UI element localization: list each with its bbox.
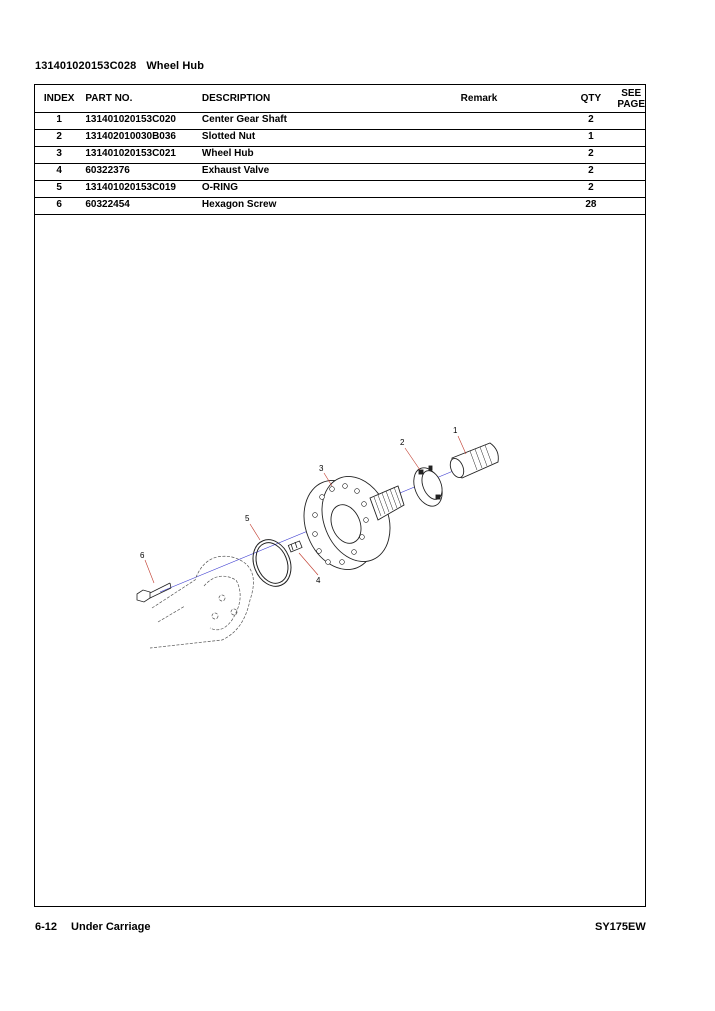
cell-description: Hexagon Screw bbox=[202, 198, 391, 215]
callout-1: 1 bbox=[453, 426, 458, 435]
callout-3: 3 bbox=[319, 464, 324, 473]
cell-index: 5 bbox=[35, 181, 83, 198]
cell-description: Center Gear Shaft bbox=[202, 113, 391, 130]
cell-description: O-RING bbox=[202, 181, 391, 198]
callout-5: 5 bbox=[245, 514, 250, 523]
model-name: SY175EW bbox=[595, 921, 646, 933]
assembly-name: Wheel Hub bbox=[146, 60, 205, 72]
cell-part-no: 131401020153C019 bbox=[83, 181, 202, 198]
axle-housing-outline bbox=[150, 556, 253, 648]
header-index: INDEX bbox=[35, 85, 83, 113]
assembly-part-number: 131401020153C028 bbox=[35, 60, 137, 72]
cell-index: 2 bbox=[35, 130, 83, 147]
cell-qty: 2 bbox=[564, 164, 617, 181]
cell-qty: 2 bbox=[564, 113, 617, 130]
center-gear-shaft-part bbox=[448, 443, 499, 480]
cell-description: Wheel Hub bbox=[202, 147, 391, 164]
callout-4: 4 bbox=[316, 576, 321, 585]
cell-description: Exhaust Valve bbox=[202, 164, 391, 181]
cell-index: 3 bbox=[35, 147, 83, 164]
exhaust-valve-part bbox=[288, 541, 302, 552]
cell-qty: 28 bbox=[564, 198, 617, 215]
cell-part-no: 60322454 bbox=[83, 198, 202, 215]
cell-qty: 2 bbox=[564, 147, 617, 164]
cell-qty: 1 bbox=[564, 130, 617, 147]
section-name: Under Carriage bbox=[71, 921, 151, 933]
cell-index: 1 bbox=[35, 113, 83, 130]
callout-6: 6 bbox=[140, 551, 145, 560]
header-remark: Remark bbox=[391, 85, 565, 113]
header-qty: QTY bbox=[564, 85, 617, 113]
header-description: DESCRIPTION bbox=[202, 85, 391, 113]
header-see-line1: SEE bbox=[621, 87, 642, 99]
o-ring-part bbox=[246, 534, 297, 592]
cell-qty: 2 bbox=[564, 181, 617, 198]
cell-index: 4 bbox=[35, 164, 83, 181]
cell-part-no: 131402010030B036 bbox=[83, 130, 202, 147]
page-number: 6-12 bbox=[35, 921, 58, 933]
header-see-line2: PAGE bbox=[617, 98, 645, 110]
slotted-nut-part bbox=[408, 464, 447, 511]
cell-part-no: 60322376 bbox=[83, 164, 202, 181]
cell-part-no: 131401020153C021 bbox=[83, 147, 202, 164]
callout-2: 2 bbox=[400, 438, 405, 447]
footer-left bbox=[35, 921, 151, 933]
cell-index: 6 bbox=[35, 198, 83, 215]
cell-part-no: 131401020153C020 bbox=[83, 113, 202, 130]
callout-labels bbox=[140, 426, 458, 585]
header-part-no: PART NO. bbox=[83, 85, 202, 113]
cell-description: Slotted Nut bbox=[202, 130, 391, 147]
